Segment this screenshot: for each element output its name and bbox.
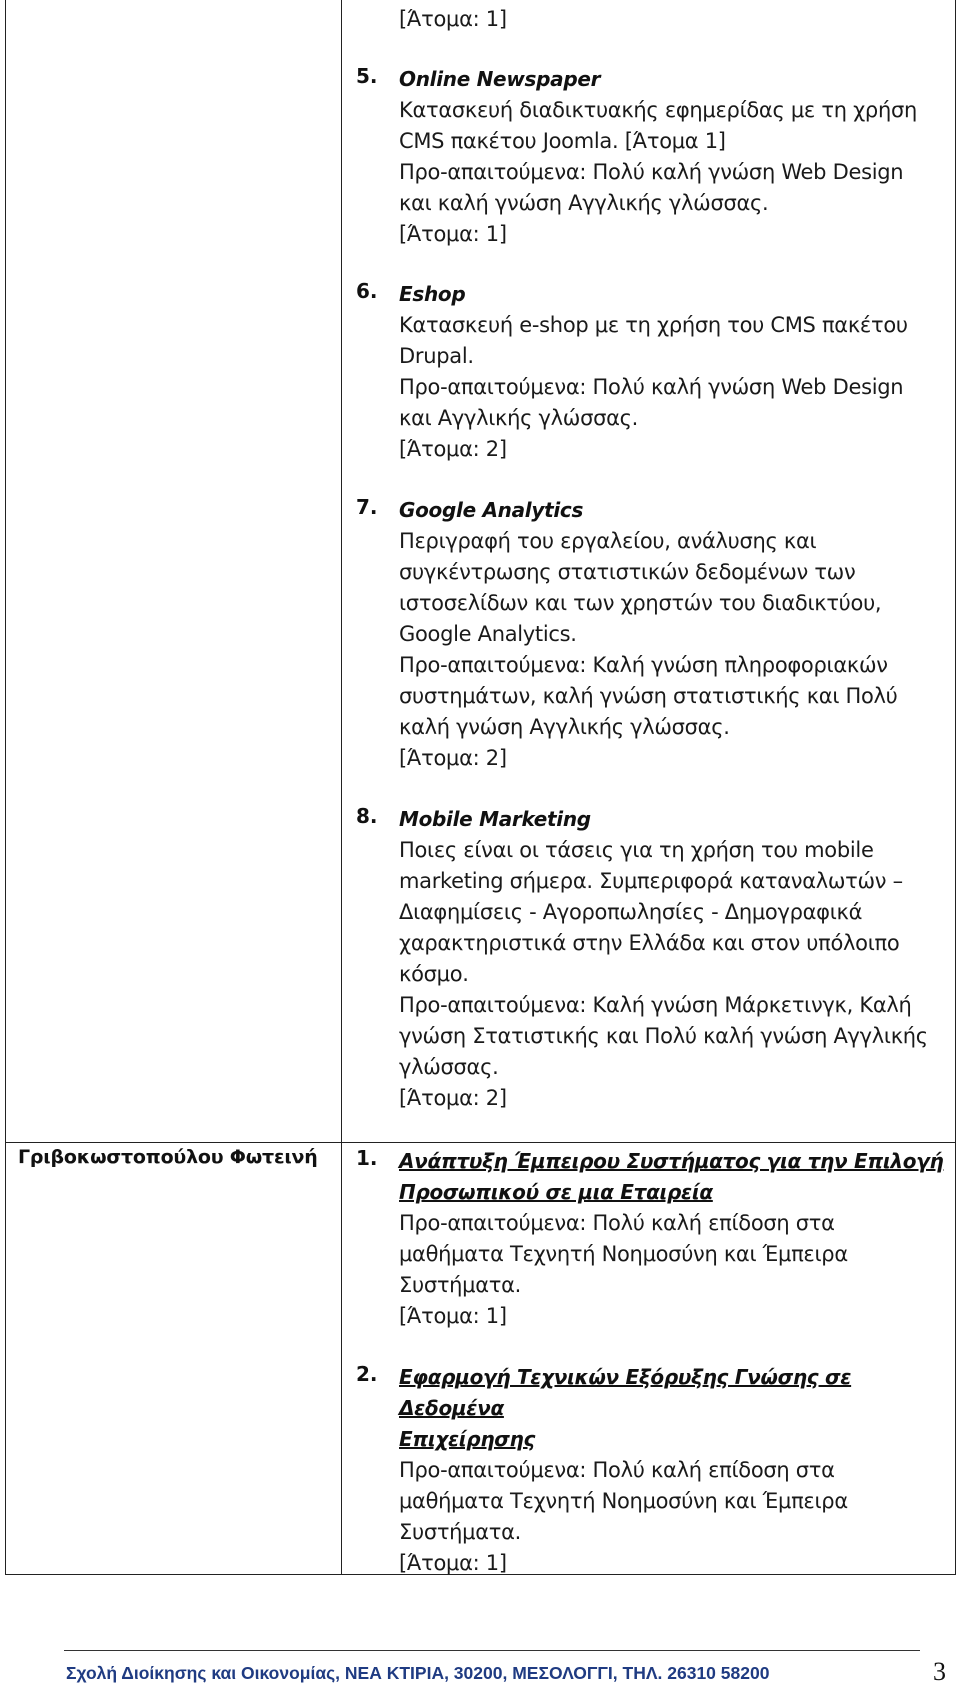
item-number: 7. bbox=[356, 495, 378, 519]
item-line: Google Analytics. bbox=[399, 622, 577, 646]
item-line: Προ-απαιτούμενα: Πολύ καλή επίδοση στα bbox=[399, 1211, 835, 1235]
item-line: συστημάτων, καλή γνώση στατιστικής και Πολύ bbox=[399, 684, 898, 708]
list-item bbox=[356, 64, 946, 250]
item-line: μαθήματα Τεχνητή Νοημοσύνη και Έμπειρα bbox=[399, 1242, 848, 1266]
list-item bbox=[356, 1362, 946, 1579]
footer-text: Σχολή Διοίκησης και Οικονομίας, ΝΕΑ ΚΤΙΡΙΑ, 30200, ΜΕΣΟΛΟΓΓΙ, ΤΗΛ. 26310 58200 bbox=[66, 1663, 770, 1683]
item-line: Προ-απαιτούμενα: Καλή γνώση πληροφοριακών bbox=[399, 653, 888, 677]
item-line: χαρακτηριστικά στην Ελλάδα και στον υπόλοιπο bbox=[399, 931, 900, 955]
supervisor-name: Γριβοκωστοπούλου Φωτεινή bbox=[18, 1146, 318, 1168]
item-line: Προ-απαιτούμενα: Πολύ καλή γνώση Web Design bbox=[399, 160, 904, 184]
footer-rule bbox=[64, 1650, 920, 1651]
item-line: Κατασκευή διαδικτυακής εφημερίδας με τη χρήση bbox=[399, 98, 917, 122]
item-title: Mobile Marketing bbox=[399, 807, 591, 831]
item-line: Προ-απαιτούμενα: Πολύ καλή γνώση Web Design bbox=[399, 375, 904, 399]
item-line: κόσμο. bbox=[399, 962, 469, 986]
page-number: 3 bbox=[933, 1657, 946, 1686]
item-line: Περιγραφή του εργαλείου, ανάλυσης και bbox=[399, 529, 817, 553]
item-line: [Άτομα: 1] bbox=[399, 1304, 507, 1328]
item-line: [Άτομα: 2] bbox=[399, 437, 507, 461]
item-line: CMS πακέτου Joomla. [Άτομα 1] bbox=[399, 129, 726, 153]
item-title: Ανάπτυξη Έμπειρου Συστήματος για την Επιλογή bbox=[399, 1149, 944, 1173]
item-number: 6. bbox=[356, 279, 378, 303]
item-number: 1. bbox=[356, 1146, 378, 1170]
continuation-block bbox=[356, 4, 956, 35]
item-title: Google Analytics bbox=[399, 498, 584, 522]
item-line: καλή γνώση Αγγλικής γλώσσας. bbox=[399, 715, 730, 739]
item-line: Κατασκευή e-shop με τη χρήση του CMS πακέτου bbox=[399, 313, 908, 337]
item-title: Επιχείρησης bbox=[399, 1427, 536, 1451]
item-line: [Άτομα: 1] bbox=[399, 1551, 507, 1575]
item-title: Προσωπικού σε μια Εταιρεία bbox=[399, 1180, 713, 1204]
item-body bbox=[399, 1146, 946, 1332]
item-line: γνώση Στατιστικής και Πολύ καλή γνώση Αγγλικής bbox=[399, 1024, 928, 1048]
item-title: Online Newspaper bbox=[399, 67, 601, 91]
item-line: marketing σήμερα. Συμπεριφορά καταναλωτών – bbox=[399, 869, 903, 893]
list-item bbox=[356, 495, 946, 774]
table-column-divider bbox=[341, 0, 342, 1575]
item-line: γλώσσας. bbox=[399, 1055, 499, 1079]
list-item bbox=[356, 804, 946, 1114]
item-body bbox=[399, 279, 946, 465]
item-number: 2. bbox=[356, 1362, 378, 1386]
item-line: Ποιες είναι οι τάσεις για τη χρήση του mobile bbox=[399, 838, 874, 862]
item-line: [Άτομα: 1] bbox=[399, 222, 507, 246]
item-line: συγκέντρωσης στατιστικών δεδομένων των bbox=[399, 560, 856, 584]
item-title: Eshop bbox=[399, 282, 466, 306]
list-item bbox=[356, 1146, 946, 1332]
item-line: [Άτομα: 2] bbox=[399, 746, 507, 770]
item-title: Εφαρμογή Τεχνικών Εξόρυξης Γνώσης σε Δεδομένα bbox=[399, 1365, 852, 1420]
item-number: 5. bbox=[356, 64, 378, 88]
item-line: και καλή γνώση Αγγλικής γλώσσας. bbox=[399, 191, 769, 215]
continuation-line: [Άτομα: 1] bbox=[399, 7, 507, 31]
item-line: [Άτομα: 2] bbox=[399, 1086, 507, 1110]
item-body bbox=[399, 1362, 946, 1579]
item-line: Προ-απαιτούμενα: Πολύ καλή επίδοση στα bbox=[399, 1458, 835, 1482]
list-item bbox=[356, 279, 946, 465]
item-body bbox=[399, 64, 946, 250]
item-body bbox=[399, 495, 946, 774]
item-number: 8. bbox=[356, 804, 378, 828]
item-line: Προ-απαιτούμενα: Καλή γνώση Μάρκετινγκ, Καλή bbox=[399, 993, 912, 1017]
table-row-divider bbox=[5, 1142, 956, 1143]
item-line: μαθήματα Τεχνητή Νοημοσύνη και Έμπειρα bbox=[399, 1489, 848, 1513]
item-body bbox=[399, 804, 946, 1114]
item-line: Drupal. bbox=[399, 344, 474, 368]
item-line: Συστήματα. bbox=[399, 1520, 522, 1544]
item-line: ιστοσελίδων και των χρηστών του διαδικτύου, bbox=[399, 591, 882, 615]
item-line: Διαφημίσεις - Αγοροπωλησίες - Δημογραφικά bbox=[399, 900, 863, 924]
item-line: και Αγγλικής γλώσσας. bbox=[399, 406, 639, 430]
item-line: Συστήματα. bbox=[399, 1273, 522, 1297]
